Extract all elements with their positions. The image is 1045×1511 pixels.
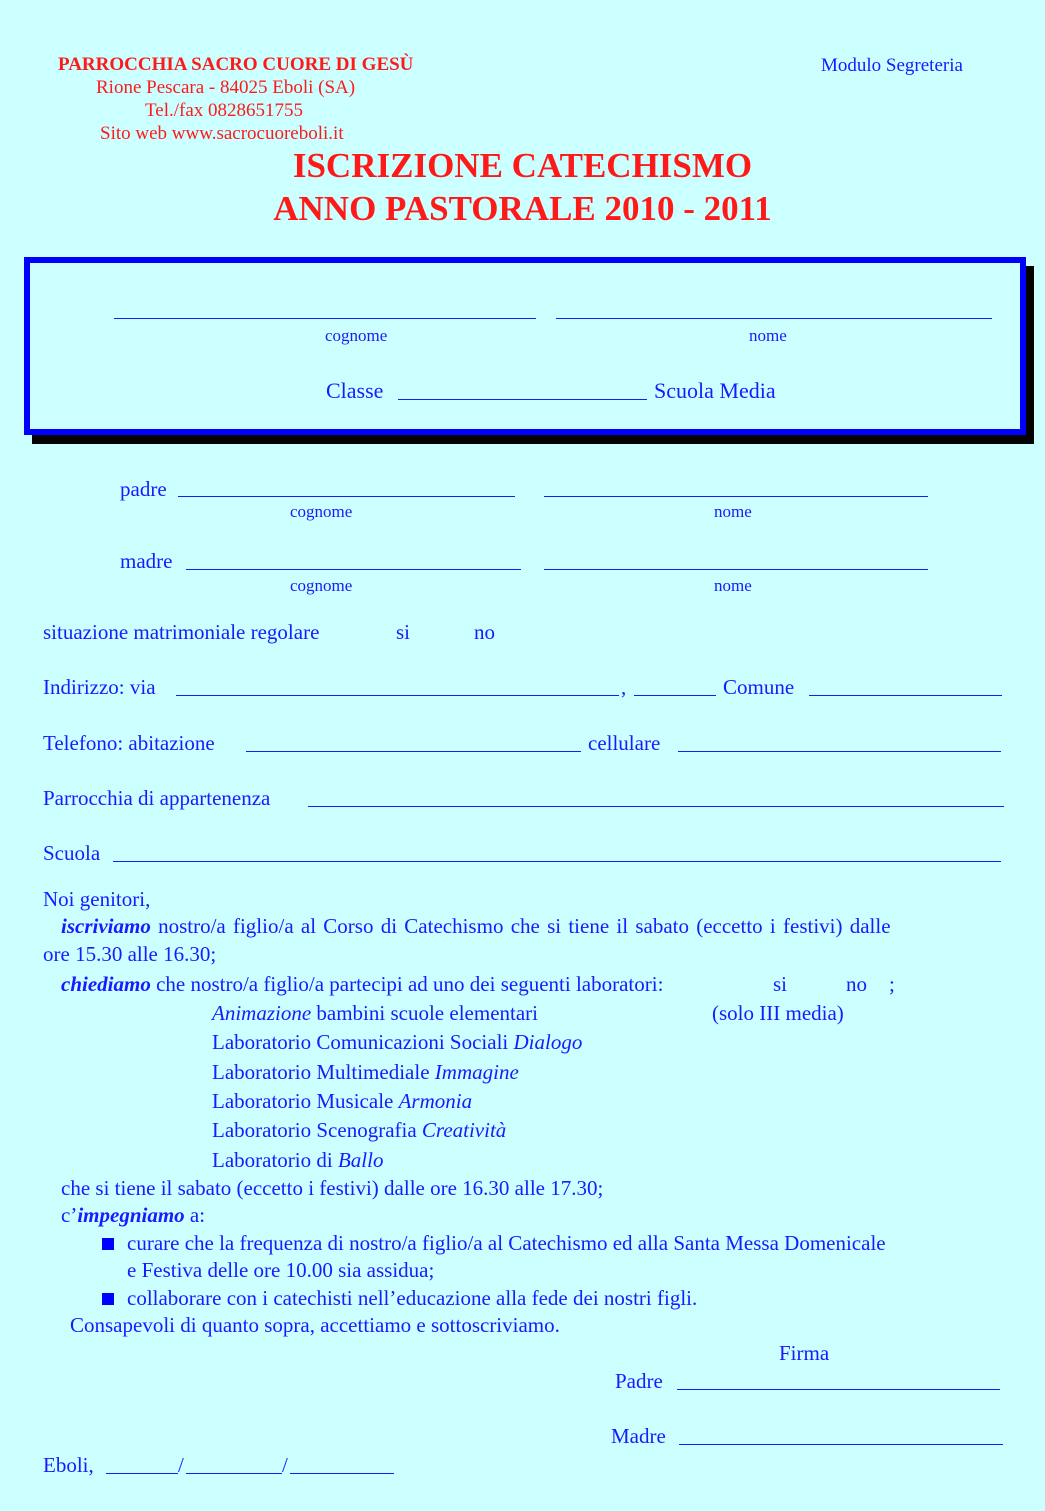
lab-ballo[interactable]: [212, 1148, 383, 1173]
marital-status-label: situazione matrimoniale regolare: [43, 620, 320, 644]
bullet-square-icon: [102, 1237, 114, 1255]
lab-yes-option[interactable]: si: [773, 972, 788, 996]
lab-request-text: che nostro/a figlio/a partecipi ad uno dei seguenti laboratori:: [150, 972, 664, 996]
street-field[interactable]: [176, 695, 619, 696]
parish-phone: Tel./fax 0828651755: [145, 100, 304, 121]
home-phone-field[interactable]: [246, 751, 581, 752]
mobile-label: cellulare: [588, 731, 661, 755]
mother-name-field[interactable]: [544, 569, 928, 570]
lab-time-text: che si tiene il sabato (eccetto i festivi) dalle ore 16.30 alle 17.30;: [61, 1176, 604, 1200]
parish-membership-field[interactable]: [308, 806, 1004, 807]
lab-animazione-name: Animazione: [212, 1001, 312, 1025]
school-type-label: Scuola Media: [654, 378, 776, 403]
enrollment-time: ore 15.30 alle 16.30;: [43, 942, 217, 966]
commitment-bullet1-line2: e Festiva delle ore 10.00 sia assidua;: [127, 1258, 435, 1282]
parish-name: PARROCCHIA SACRO CUORE DI GESÙ: [58, 54, 414, 75]
student-name-field[interactable]: [556, 318, 992, 319]
father-signature-label: Padre: [615, 1369, 663, 1393]
commitment-bullet1-line1: curare che la frequenza di nostro/a figlio/a al Catechismo ed alla Santa Messa Domenicale: [127, 1231, 886, 1255]
commitment-prefix: c’: [61, 1203, 78, 1227]
lab-armonia-name: Armonia: [398, 1089, 473, 1113]
commitment-verb: impegniamo: [77, 1203, 185, 1227]
address-label: Indirizzo: via: [43, 675, 156, 699]
lab-request-verb: chiediamo: [61, 972, 151, 996]
marital-yes-option[interactable]: si: [396, 620, 411, 644]
school-label: Scuola: [43, 841, 101, 865]
father-label: padre: [120, 477, 167, 501]
module-label: Modulo Segreteria: [821, 55, 963, 76]
commitment-line: [61, 1203, 205, 1228]
mother-name-label: nome: [714, 576, 752, 595]
mobile-field[interactable]: [678, 751, 1001, 752]
parish-website: Sito web www.sacrocuoreboli.it: [100, 123, 344, 144]
father-surname-field[interactable]: [178, 496, 515, 497]
commitment-bullet2: collaborare con i catechisti nell’educazione alla fede dei nostri figli.: [127, 1286, 698, 1310]
consent-text: Consapevoli di quanto sopra, accettiamo e sottoscriviamo.: [70, 1313, 560, 1337]
mother-signature-field[interactable]: [679, 1444, 1003, 1445]
father-surname-label: cognome: [290, 502, 353, 521]
lab-no-option[interactable]: no: [846, 972, 867, 996]
mother-signature-label: Madre: [611, 1424, 666, 1448]
city-field[interactable]: [809, 695, 1002, 696]
date-separator: /: [178, 1453, 184, 1477]
student-surname-field[interactable]: [114, 318, 536, 319]
lab-ballo-name: Ballo: [337, 1148, 384, 1172]
lab-dialogo-text: Laboratorio Comunicazioni Sociali: [212, 1030, 514, 1054]
lab-creativita-text: Laboratorio Scenografia: [212, 1118, 422, 1142]
father-signature-field[interactable]: [677, 1389, 1000, 1390]
mother-surname-label: cognome: [290, 576, 353, 595]
title-line1: ISCRIZIONE CATECHISMO: [292, 146, 753, 185]
lab-immagine-text: Laboratorio Multimediale: [212, 1060, 435, 1084]
student-box: [24, 257, 1026, 435]
place-label: Eboli,: [43, 1453, 94, 1477]
lab-creativita-name: Creatività: [421, 1118, 507, 1142]
home-phone-label: Telefono: abitazione: [43, 731, 215, 755]
class-field[interactable]: [398, 399, 647, 400]
class-label: Classe: [326, 378, 384, 403]
signature-title: Firma: [779, 1341, 830, 1365]
city-label: Comune: [723, 675, 795, 699]
student-name-label: nome: [749, 326, 787, 345]
date-separator: /: [282, 1453, 288, 1477]
lab-immagine[interactable]: [212, 1060, 519, 1085]
lab-dialogo[interactable]: [212, 1030, 582, 1055]
mother-surname-field[interactable]: [186, 569, 521, 570]
date-day-field[interactable]: [106, 1473, 178, 1474]
date-year-field[interactable]: [290, 1473, 394, 1474]
marital-no-option[interactable]: no: [474, 620, 495, 644]
date-month-field[interactable]: [186, 1473, 282, 1474]
lab-creativita[interactable]: [212, 1118, 506, 1143]
lab-animazione-text: bambini scuole elementari: [311, 1001, 538, 1025]
enrollment-verb: iscriviamo: [61, 914, 151, 938]
street-number-field[interactable]: [634, 695, 716, 696]
school-field[interactable]: [113, 861, 1001, 862]
lab-immagine-name: Immagine: [434, 1060, 519, 1084]
enrollment-text: nostro/a figlio/a al Corso di Catechismo che si tiene il sabato (eccetto i festivi) dalle: [150, 914, 891, 938]
lab-semicolon: ;: [889, 972, 895, 996]
student-surname-label: cognome: [325, 326, 388, 345]
lab-animazione[interactable]: [212, 1001, 538, 1026]
lab-animazione-note: (solo III media): [712, 1001, 844, 1025]
intro-text: Noi genitori,: [43, 887, 151, 911]
lab-request-line: [61, 972, 663, 997]
commitment-suffix: a:: [184, 1203, 206, 1227]
lab-dialogo-name: Dialogo: [513, 1030, 583, 1054]
parish-address: Rione Pescara - 84025 Eboli (SA): [96, 77, 356, 98]
title-line2: ANNO PASTORALE 2010 - 2011: [273, 189, 772, 228]
father-name-field[interactable]: [544, 496, 928, 497]
enrollment-paragraph: [61, 914, 1005, 939]
parish-membership-label: Parrocchia di appartenenza: [43, 786, 271, 810]
bullet-square-icon: [102, 1292, 114, 1310]
address-comma: ,: [621, 675, 627, 699]
lab-armonia-text: Laboratorio Musicale: [212, 1089, 399, 1113]
lab-armonia[interactable]: [212, 1089, 472, 1114]
father-name-label: nome: [714, 502, 752, 521]
mother-label: madre: [120, 549, 173, 573]
lab-ballo-text: Laboratorio di: [212, 1148, 338, 1172]
